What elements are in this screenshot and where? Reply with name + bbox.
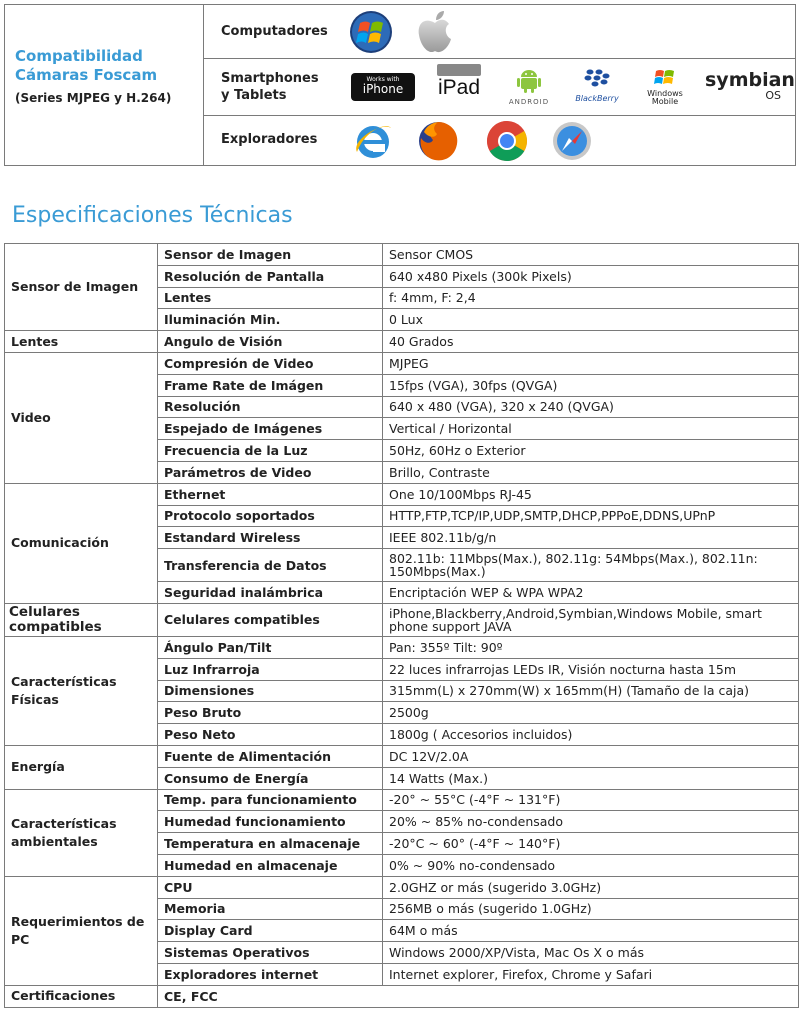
spec-category: Energía [5,745,158,789]
spec-row [5,603,799,636]
spec-label: Peso Neto [158,724,383,746]
spec-label: Resolución de Pantalla [158,265,383,287]
spec-label: Fuente de Alimentación [158,745,383,767]
compat-row-browsers [203,115,795,165]
spec-category: Características ambientales [5,789,158,876]
spec-row [5,331,799,353]
spec-value: 802.11b: 11Mbps(Max.), 802.11g: 54Mbps(Max.), 802.11n: 150Mbps(Max.) [383,549,799,582]
spec-value: IEEE 802.11b/g/n [383,527,799,549]
symbian-os-text: OS [765,89,781,102]
spec-value: -20° ~ 55°C (-4°F ~ 131°F) [383,789,799,811]
iphone-text: iPhone [362,82,404,96]
spec-label: Frame Rate de Imágen [158,374,383,396]
spec-category: Lentes [5,331,158,353]
spec-value: 315mm(L) x 270mm(W) x 165mm(H) (Tamaño de la caja) [383,680,799,702]
spec-label: Ethernet [158,483,383,505]
spec-value: 50Hz, 60Hz o Exterior [383,440,799,462]
symbian-text: symbian [705,69,795,91]
spec-value: 20% ~ 85% no-condensado [383,811,799,833]
spec-category: Sensor de Imagen [5,244,158,331]
spec-value: One 10/100Mbps RJ-45 [383,483,799,505]
spec-value: 2.0GHZ or más (sugerido 3.0GHz) [383,876,799,898]
compatibility-subtitle: (Series MJPEG y H.264) [15,91,172,105]
spec-label: Humedad funcionamiento [158,811,383,833]
spec-label: Exploradores internet [158,963,383,985]
spec-category: Características Físicas [5,636,158,745]
compat-label-computers: Computadores [221,24,328,39]
windows-logo-icon [348,9,394,55]
spec-value: 14 Watts (Max.) [383,767,799,789]
compatibility-header [5,5,204,165]
blackberry-text: BlackBerry [575,94,619,103]
spec-value: 0 Lux [383,309,799,331]
firefox-icon [415,118,461,164]
spec-label: Transferencia de Datos [158,549,383,582]
spec-label: Memoria [158,898,383,920]
spec-value: 22 luces infrarrojas LEDs IR, Visión nocturna hasta 15m [383,658,799,680]
spec-value: iPhone,Blackberry,Android,Symbian,Windows Mobile, smart phone support JAVA [383,603,799,636]
safari-icon [551,120,593,162]
ipad-logo [435,64,483,100]
spec-value: 256MB o más (sugerido 1.0GHz) [383,898,799,920]
blackberry-logo [569,68,625,103]
spec-row [5,244,799,266]
spec-value: 0% ~ 90% no-condensado [383,854,799,876]
spec-value: Windows 2000/XP/Vista, Mac Os X o más [383,942,799,964]
spec-value: f: 4mm, F: 2,4 [383,287,799,309]
spec-label: Iluminación Min. [158,309,383,331]
spec-value: 1800g ( Accesorios incluidos) [383,724,799,746]
spec-label: Humedad en almacenaje [158,854,383,876]
spec-category: Certificaciones [5,985,158,1007]
compat-row-smartphones [203,58,795,116]
spec-row [5,483,799,505]
works-with-iphone-badge [351,73,415,101]
compat-label-browsers: Exploradores [221,132,318,147]
works-with-text: Works with [366,76,400,83]
spec-value: 64M o más [383,920,799,942]
spec-label: Resolución [158,396,383,418]
spec-label: Temp. para funcionamiento [158,789,383,811]
spec-title: Especificaciones Técnicas [12,203,293,228]
spec-label: Seguridad inalámbrica [158,582,383,604]
chrome-icon [484,118,530,164]
spec-label: Sistemas Operativos [158,942,383,964]
spec-label: Ángulo Pan/Tilt [158,636,383,658]
android-logo [503,64,555,106]
compat-label-smartphones: Smartphones y Tablets [221,71,319,103]
spec-label: Protocolo soportados [158,505,383,527]
symbian-logo [705,69,795,102]
spec-value: Sensor CMOS [383,244,799,266]
spec-label: Peso Bruto [158,702,383,724]
spec-label: Espejado de Imágenes [158,418,383,440]
windows-mobile-text: Windows Mobile [647,89,683,106]
spec-label: Frecuencia de la Luz [158,440,383,462]
spec-table [4,243,799,1008]
spec-row [5,636,799,658]
spec-category: Celulares compatibles [5,603,158,636]
spec-value: Pan: 355º Tilt: 90º [383,636,799,658]
windows-flag-icon [654,68,676,86]
spec-value: 40 Grados [383,331,799,353]
spec-value: HTTP,FTP,TCP/IP,UDP,SMTP,DHCP,PPPoE,DDNS,UPnP [383,505,799,527]
spec-value: MJPEG [383,352,799,374]
spec-label: Lentes [158,287,383,309]
blackberry-icon [584,68,610,90]
spec-label: Compresión de Video [158,352,383,374]
spec-row [5,876,799,898]
spec-row [5,985,799,1007]
windows-mobile-logo [639,68,691,106]
spec-label: Estandard Wireless [158,527,383,549]
apple-logo-icon [415,9,455,55]
ipad-text: iPad [437,76,481,99]
spec-label: Parámetros de Video [158,461,383,483]
spec-label: Display Card [158,920,383,942]
internet-explorer-icon [351,118,395,162]
compatibility-title: Compatibilidad Cámaras Foscam [15,47,158,84]
spec-value: 2500g [383,702,799,724]
spec-value: 640 x 480 (VGA), 320 x 240 (QVGA) [383,396,799,418]
spec-value: 640 x480 Pixels (300k Pixels) [383,265,799,287]
compatibility-box [4,4,796,166]
spec-value: DC 12V/2.0A [383,745,799,767]
android-robot-icon [514,64,544,94]
android-text: ANDROID [508,98,550,106]
spec-value: Vertical / Horizontal [383,418,799,440]
spec-category: Requerimientos de PC [5,876,158,985]
spec-value: Internet explorer, Firefox, Chrome y Safari [383,963,799,985]
spec-value: 15fps (VGA), 30fps (QVGA) [383,374,799,396]
spec-row [5,745,799,767]
spec-value: -20°C ~ 60° (-4°F ~ 140°F) [383,833,799,855]
spec-label: Dimensiones [158,680,383,702]
spec-label: Angulo de Visión [158,331,383,353]
spec-label: Temperatura en almacenaje [158,833,383,855]
spec-value: Encriptación WEP & WPA WPA2 [383,582,799,604]
spec-label: CPU [158,876,383,898]
spec-category: Comunicación [5,483,158,603]
compat-row-computers [203,5,795,59]
spec-label: Celulares compatibles [158,603,383,636]
spec-row [5,789,799,811]
spec-category: Video [5,352,158,483]
spec-label: CE, FCC [158,985,799,1007]
spec-label: Consumo de Energía [158,767,383,789]
spec-row [5,352,799,374]
spec-label: Sensor de Imagen [158,244,383,266]
spec-label: Luz Infrarroja [158,658,383,680]
spec-value: Brillo, Contraste [383,461,799,483]
